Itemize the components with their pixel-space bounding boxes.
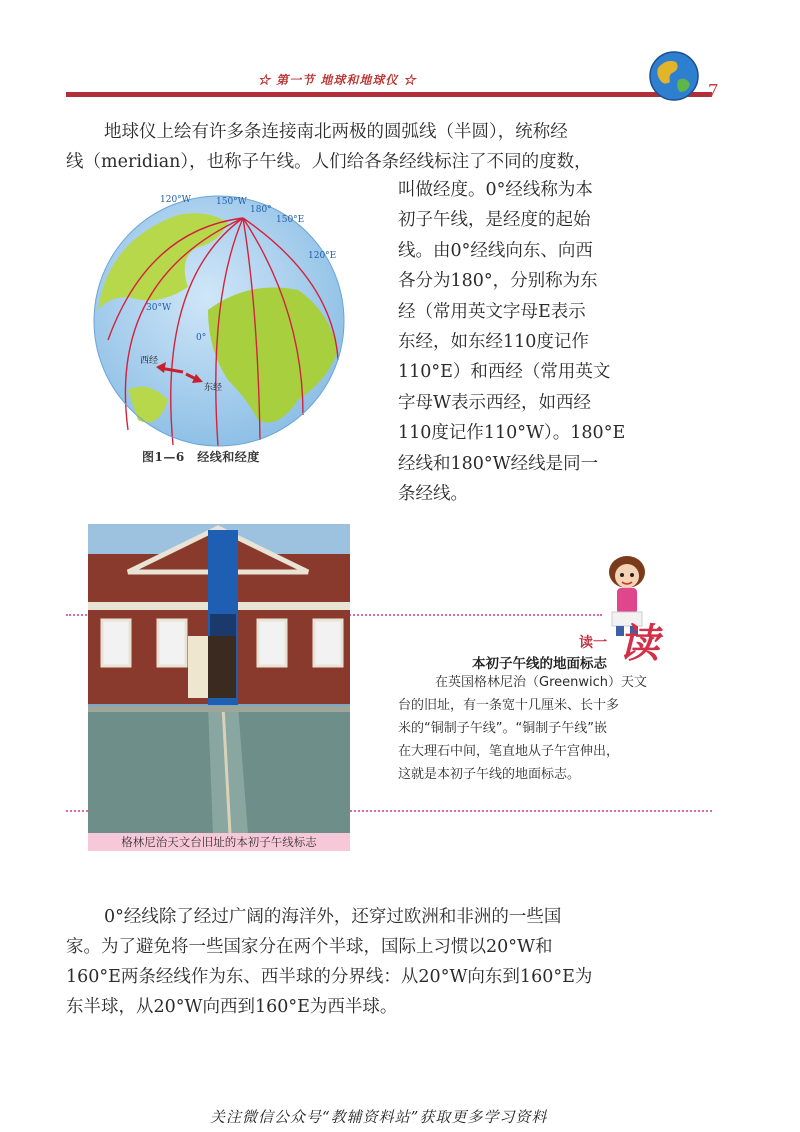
page-number: 7	[708, 80, 718, 102]
closing-line-2: 家。为了避免将一些国家分在两个半球，国际上习惯以20°W和	[66, 937, 553, 957]
side-line-8: 字母W表示西经，如西经	[398, 392, 591, 413]
label-150e: 150°E	[276, 215, 305, 225]
label-120w: 120°W	[160, 195, 191, 205]
reading-line-5: 这就是本初子午线的地面标志。	[398, 767, 581, 782]
reading-label-big: 读	[619, 620, 659, 667]
label-180: 180°	[250, 205, 272, 215]
figure-caption: 图1—6 经线和经度	[142, 450, 260, 464]
longitude-globe-figure	[88, 190, 350, 452]
photo-caption: 格林尼治天文台旧址的本初子午线标志	[88, 833, 350, 851]
reading-line-2: 台的旧址，有一条宽十几厘米、长十多	[398, 698, 620, 713]
closing-line-3: 160°E两条经线作为东、西半球的分界线：从20°W向东到160°E为	[66, 967, 593, 987]
reading-body	[398, 671, 710, 786]
side-line-11: 条经线。	[398, 484, 468, 505]
label-0: 0°	[196, 333, 207, 343]
side-paragraph	[398, 175, 630, 509]
reading-line-3: 米的“铜制子午线”。“铜制子午线”嵌	[398, 721, 607, 736]
greenwich-meridian-photo	[88, 524, 350, 834]
label-west-longitude: 西经	[140, 356, 159, 366]
side-line-9: 110度记作110°W）。180°E	[398, 423, 626, 444]
side-line-6: 东经，如东经110度记作	[398, 332, 589, 353]
label-120e: 120°E	[308, 251, 337, 261]
side-line-1: 叫做经度。0°经线称为本	[398, 180, 593, 200]
globe-icon	[648, 50, 700, 102]
reading-line-4: 在大理石中间，笔直地从子午宫伸出，	[398, 744, 620, 759]
label-30w: 30°W	[146, 303, 172, 313]
label-150w: 150°W	[216, 197, 247, 207]
side-line-2: 初子午线，是经度的起始	[398, 210, 591, 231]
side-line-10: 经线和180°W经线是同一	[398, 453, 599, 474]
label-east-longitude: 东经	[204, 383, 223, 393]
reading-label-small: 读一	[579, 635, 607, 651]
intro-line-2: 线（meridian），也称子午线。人们给各条经线标注了不同的度数，	[66, 152, 592, 172]
intro-paragraph	[66, 117, 646, 177]
closing-line-4: 东半球，从20°W向西到160°E为西半球。	[66, 997, 398, 1017]
closing-line-1: 0°经线除了经过广阔的海洋外，还穿过欧洲和非洲的一些国	[104, 907, 562, 927]
reading-line-1: 在英国格林尼治（Greenwich）天文	[435, 675, 647, 690]
reading-heading: 本初子午线的地面标志	[472, 656, 607, 672]
closing-paragraph	[66, 902, 666, 1022]
side-line-4: 各分为180°，分别称为东	[398, 271, 598, 292]
header-rule	[66, 92, 712, 97]
side-line-7: 110°E）和西经（常用英文	[398, 362, 611, 383]
side-line-5: 经（常用英文字母E表示	[398, 301, 586, 322]
chapter-header-title: ☆ 第一节 地球和地球仪 ☆	[258, 73, 417, 87]
side-line-3: 线。由0°经线向东、向西	[398, 240, 593, 261]
intro-line-1: 地球仪上绘有许多条连接南北两极的圆弧线（半圆），统称经	[104, 122, 568, 142]
footer-note: 关注微信公众号“教辅资料站”获取更多学习资料	[210, 1108, 548, 1126]
